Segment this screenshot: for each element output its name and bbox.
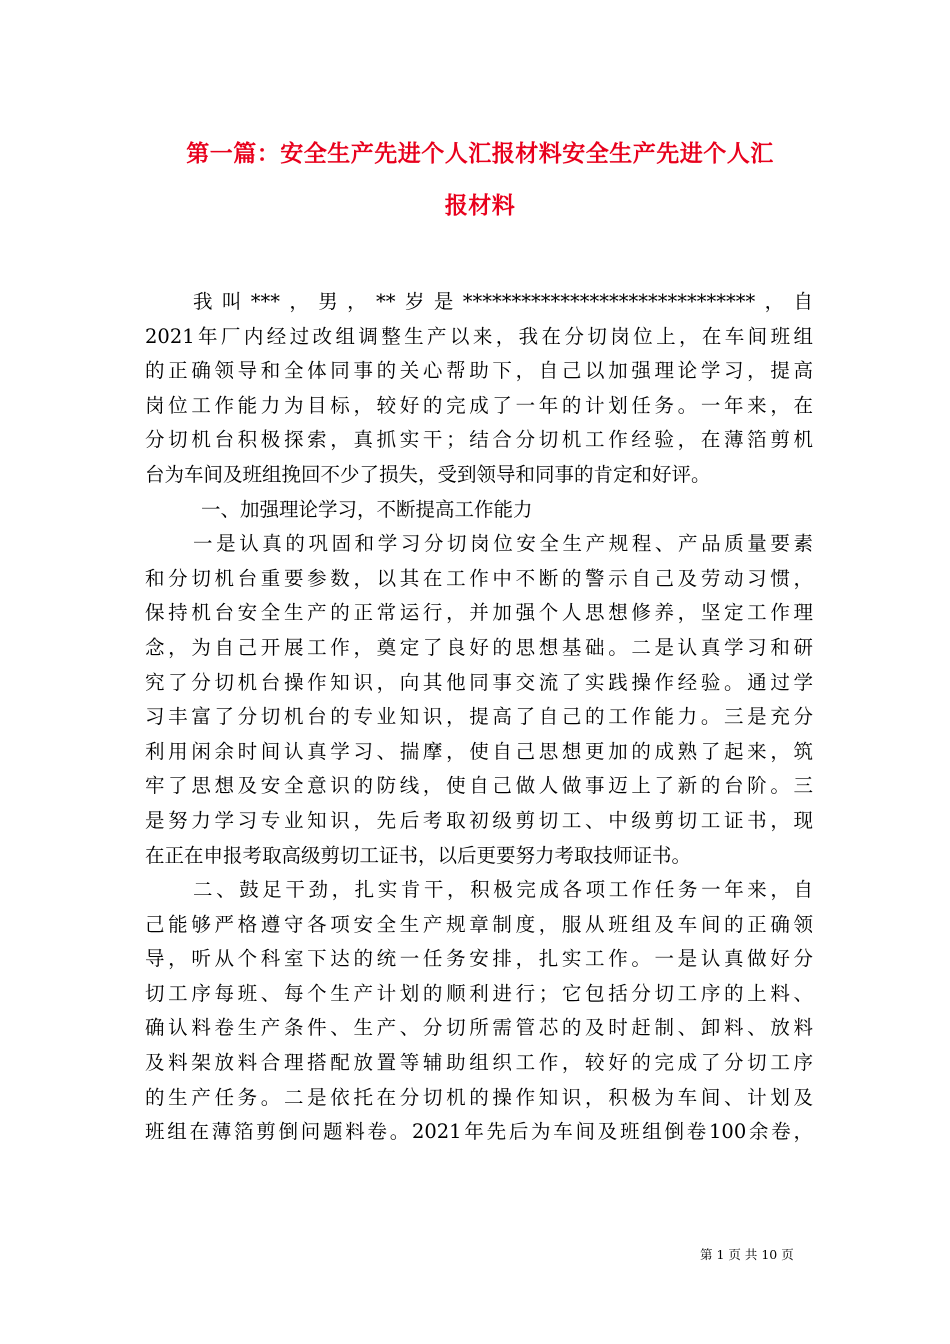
body-line: 究了分切机台操作知识，向其他同事交流了实践操作经验。通过学 (145, 670, 813, 694)
body-line: 一是认真的巩固和学习分切岗位安全生产规程、产品质量要素 (193, 532, 813, 556)
body-line: 确认料卷生产条件、生产、分切所需管芯的及时赶制、卸料、放料 (145, 1016, 813, 1040)
document-body (145, 285, 813, 1150)
section-heading-1: 一、加强理论学习，不断提高工作能力 (201, 497, 533, 521)
page-number-footer: 第 1 页 共 10 页 (700, 1247, 794, 1262)
document-title (150, 128, 810, 232)
section-heading-2: 二、鼓足干劲，扎实肯干，积极完成各项工作任务一年来，自 (193, 878, 813, 902)
body-line: 切工序每班、每个生产计划的顺利进行；它包括分切工序的上料、 (145, 981, 813, 1005)
body-line: 念，为自己开展工作，奠定了良好的思想基础。二是认真学习和研 (145, 635, 813, 659)
body-line: 牢了思想及安全意识的防线，使自己做人做事迈上了新的台阶。三 (145, 774, 813, 798)
body-line: 和分切机台重要参数，以其在工作中不断的警示自己及劳动习惯， (145, 566, 813, 590)
body-line: 是努力学习专业知识，先后考取初级剪切工、中级剪切工证书，现 (145, 808, 813, 832)
body-line: 习丰富了分切机台的专业知识，提高了自己的工作能力。三是充分 (145, 705, 813, 729)
body-line: 利用闲余时间认真学习、揣摩，使自己思想更加的成熟了起来，筑 (145, 739, 813, 763)
body-line: 的生产任务。二是依托在分切机的操作知识，积极为车间、计划及 (145, 1085, 813, 1109)
body-line: 导，听从个科室下达的统一任务安排，扎实工作。一是认真做好分 (145, 947, 813, 971)
body-line: 分切机台积极探索，真抓实干；结合分切机工作经验，在薄箔剪机 (145, 428, 813, 452)
body-line: 己能够严格遵守各项安全生产规章制度，服从班组及车间的正确领 (145, 912, 813, 936)
body-line: 保持机台安全生产的正常运行，并加强个人思想修养，坚定工作理 (145, 601, 813, 625)
body-line: 及料架放料合理搭配放置等辅助组织工作，较好的完成了分切工序 (145, 1051, 813, 1075)
title-line-2: 报材料 (444, 192, 516, 219)
body-line: 在正在申报考取高级剪切工证书，以后更要努力考取技师证书。 (145, 843, 692, 867)
body-line: 我叫***，男，**岁是******************************，自 (193, 290, 813, 313)
body-line: 台为车间及班组挽回不少了损失，受到领导和同事的肯定和好评。 (145, 462, 711, 486)
title-line-1: 第一篇：安全生产先进个人汇报材料安全生产先进个人汇 (186, 140, 774, 167)
body-line: 岗位工作能力为目标，较好的完成了一年的计划任务。一年来，在 (145, 393, 813, 417)
body-line: 2021年厂内经过改组调整生产以来，我在分切岗位上，在车间班组 (145, 324, 813, 348)
body-line: 的正确领导和全体同事的关心帮助下，自己以加强理论学习，提高 (145, 359, 813, 383)
body-line: 班组在薄箔剪倒问题料卷。2021年先后为车间及班组倒卷100余卷， (145, 1120, 813, 1144)
